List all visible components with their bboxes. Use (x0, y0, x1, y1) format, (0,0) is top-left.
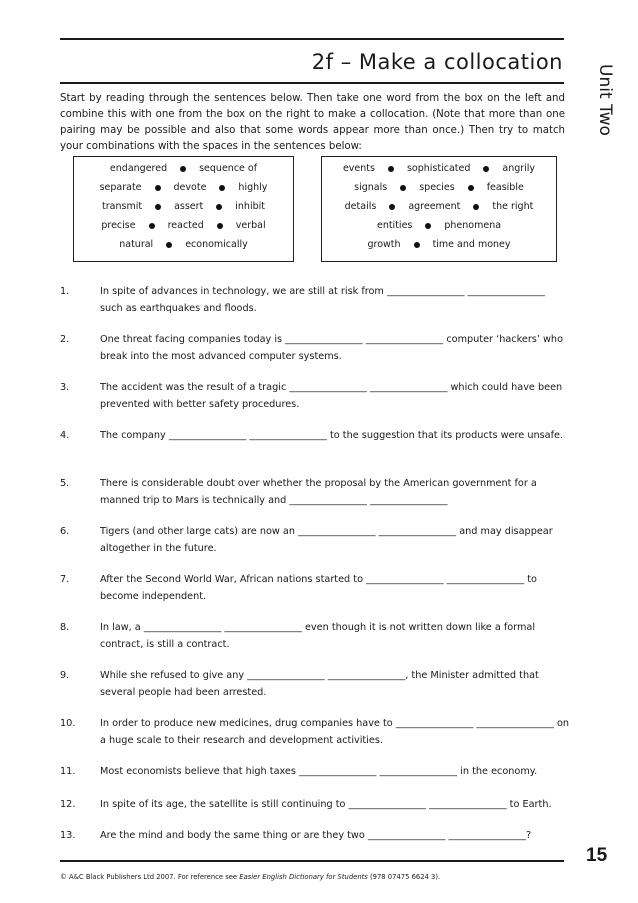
word-row (322, 182, 556, 193)
word-item: phenomena (444, 220, 502, 231)
word-item: reacted (167, 220, 204, 231)
word-item: endangered (109, 163, 168, 174)
word-item: angrily (502, 163, 536, 174)
footer-book-title: Easier English Dictionary for Students (239, 873, 368, 881)
title-rule (60, 82, 564, 84)
footer-suffix: (978 07475 6624 3). (367, 873, 441, 881)
word-row (74, 182, 293, 193)
bullet-icon (149, 223, 155, 229)
question-text: In order to produce new medicines, drug companies have to ________________ ________________ on a huge scale to their research and development activities. (100, 718, 570, 746)
word-row (74, 163, 293, 174)
bullet-icon (388, 166, 394, 172)
question-item (60, 763, 570, 780)
word-item: assert (174, 201, 204, 212)
question-item (60, 796, 570, 813)
question-text: The accident was the result of a tragic ________________ ________________ which could have been prevented with better safety procedures. (100, 382, 563, 410)
bullet-icon (217, 223, 223, 229)
question-number: 1. (60, 286, 70, 297)
question-item (60, 427, 570, 444)
bullet-icon (180, 166, 186, 172)
question-text: There is considerable doubt over whether the proposal by the American government for a manned trip to Mars is technically and ________________ ________________ (100, 478, 537, 506)
question-item (60, 379, 570, 413)
question-text: In law, a ________________ ________________ even though it is not written down like a formal contract, is still a contract. (100, 622, 536, 650)
question-number: 2. (60, 334, 70, 345)
word-item: sophisticated (406, 163, 471, 174)
word-item: signals (354, 182, 388, 193)
word-box-right (321, 156, 557, 262)
question-item (60, 283, 570, 317)
word-row (322, 239, 556, 250)
word-item: devote (173, 182, 207, 193)
word-item: events (342, 163, 375, 174)
question-number: 13. (60, 830, 76, 841)
footer-citation (60, 873, 440, 881)
question-item (60, 571, 570, 605)
question-number: 8. (60, 622, 70, 633)
question-text: Are the mind and body the same thing or are they two ________________ ________________? (100, 830, 532, 841)
word-item: entities (376, 220, 413, 231)
question-number: 7. (60, 574, 70, 585)
bullet-icon (483, 166, 489, 172)
word-item: agreement (408, 201, 461, 212)
instructions: Start by reading through the sentences below. Then take one word from the box on the left and combine this with one from the box on the right to make a collocation. (Note that more than one pairing may be possible and also that some words appear more than once.) Then try to match your combinations with the spaces in the sentences below: (60, 93, 565, 152)
word-row (322, 201, 556, 212)
page-number: 15 (586, 845, 608, 866)
word-item: precise (101, 220, 136, 231)
bullet-icon (166, 242, 172, 248)
word-row (322, 163, 556, 174)
bullet-icon (468, 185, 474, 191)
bottom-rule (60, 860, 564, 862)
word-item: growth (367, 239, 401, 250)
question-text: Most economists believe that high taxes ________________ ________________ in the economy. (100, 766, 538, 777)
bullet-icon (155, 204, 161, 210)
question-item (60, 667, 570, 701)
word-item: natural (119, 239, 154, 250)
bullet-icon (216, 204, 222, 210)
bullet-icon (155, 185, 161, 191)
word-item: transmit (102, 201, 143, 212)
word-item: verbal (235, 220, 266, 231)
question-number: 11. (60, 766, 76, 777)
question-text: One threat facing companies today is ________________ ________________ computer ‘hackers’ who break into the most advanced computer systems. (100, 334, 563, 362)
question-number: 12. (60, 799, 76, 810)
question-number: 3. (60, 382, 70, 393)
word-item: the right (492, 201, 534, 212)
word-item: separate (99, 182, 142, 193)
question-item (60, 523, 570, 557)
question-number: 9. (60, 670, 70, 681)
question-item (60, 715, 570, 749)
question-item (60, 619, 570, 653)
word-item: feasible (486, 182, 524, 193)
bullet-icon (219, 185, 225, 191)
footer-prefix: © A&C Black Publishers Ltd 2007. For reference see (60, 873, 240, 881)
question-text: After the Second World War, African nations started to ________________ ________________ to become independent. (100, 574, 537, 602)
bullet-icon (400, 185, 406, 191)
question-item (60, 827, 570, 844)
question-text: Tigers (and other large cats) are now an ________________ ________________ and may disappear altogether in the future. (100, 526, 553, 554)
word-box-left (73, 156, 294, 262)
word-item: economically (185, 239, 248, 250)
question-text: In spite of its age, the satellite is still continuing to ________________ ________________ to Earth. (100, 799, 552, 810)
bullet-icon (425, 223, 431, 229)
word-row (74, 201, 293, 212)
page-title: 2f – Make a collocation (311, 50, 563, 74)
question-text: The company ________________ ________________ to the suggestion that its products were unsafe. (100, 430, 564, 441)
bullet-icon (473, 204, 479, 210)
word-item: species (419, 182, 455, 193)
word-item: highly (238, 182, 268, 193)
unit-label-text: Unit Two (595, 64, 615, 136)
word-item: time and money (432, 239, 511, 250)
bullet-icon (389, 204, 395, 210)
word-row (74, 220, 293, 231)
question-number: 4. (60, 430, 70, 441)
word-item: sequence of (199, 163, 258, 174)
question-number: 10. (60, 718, 76, 729)
question-text: In spite of advances in technology, we are still at risk from ________________ ________________ such as earthquakes and floods. (100, 286, 546, 314)
word-row (74, 239, 293, 250)
unit-label (585, 30, 625, 170)
question-item (60, 475, 570, 509)
word-row (322, 220, 556, 231)
word-item: details (344, 201, 377, 212)
question-item (60, 331, 570, 365)
bullet-icon (414, 242, 420, 248)
question-number: 6. (60, 526, 70, 537)
question-number: 5. (60, 478, 70, 489)
top-rule (60, 38, 564, 40)
question-text: While she refused to give any ________________ ________________, the Minister admitted that several people had been arrested. (100, 670, 539, 698)
word-item: inhibit (235, 201, 265, 212)
